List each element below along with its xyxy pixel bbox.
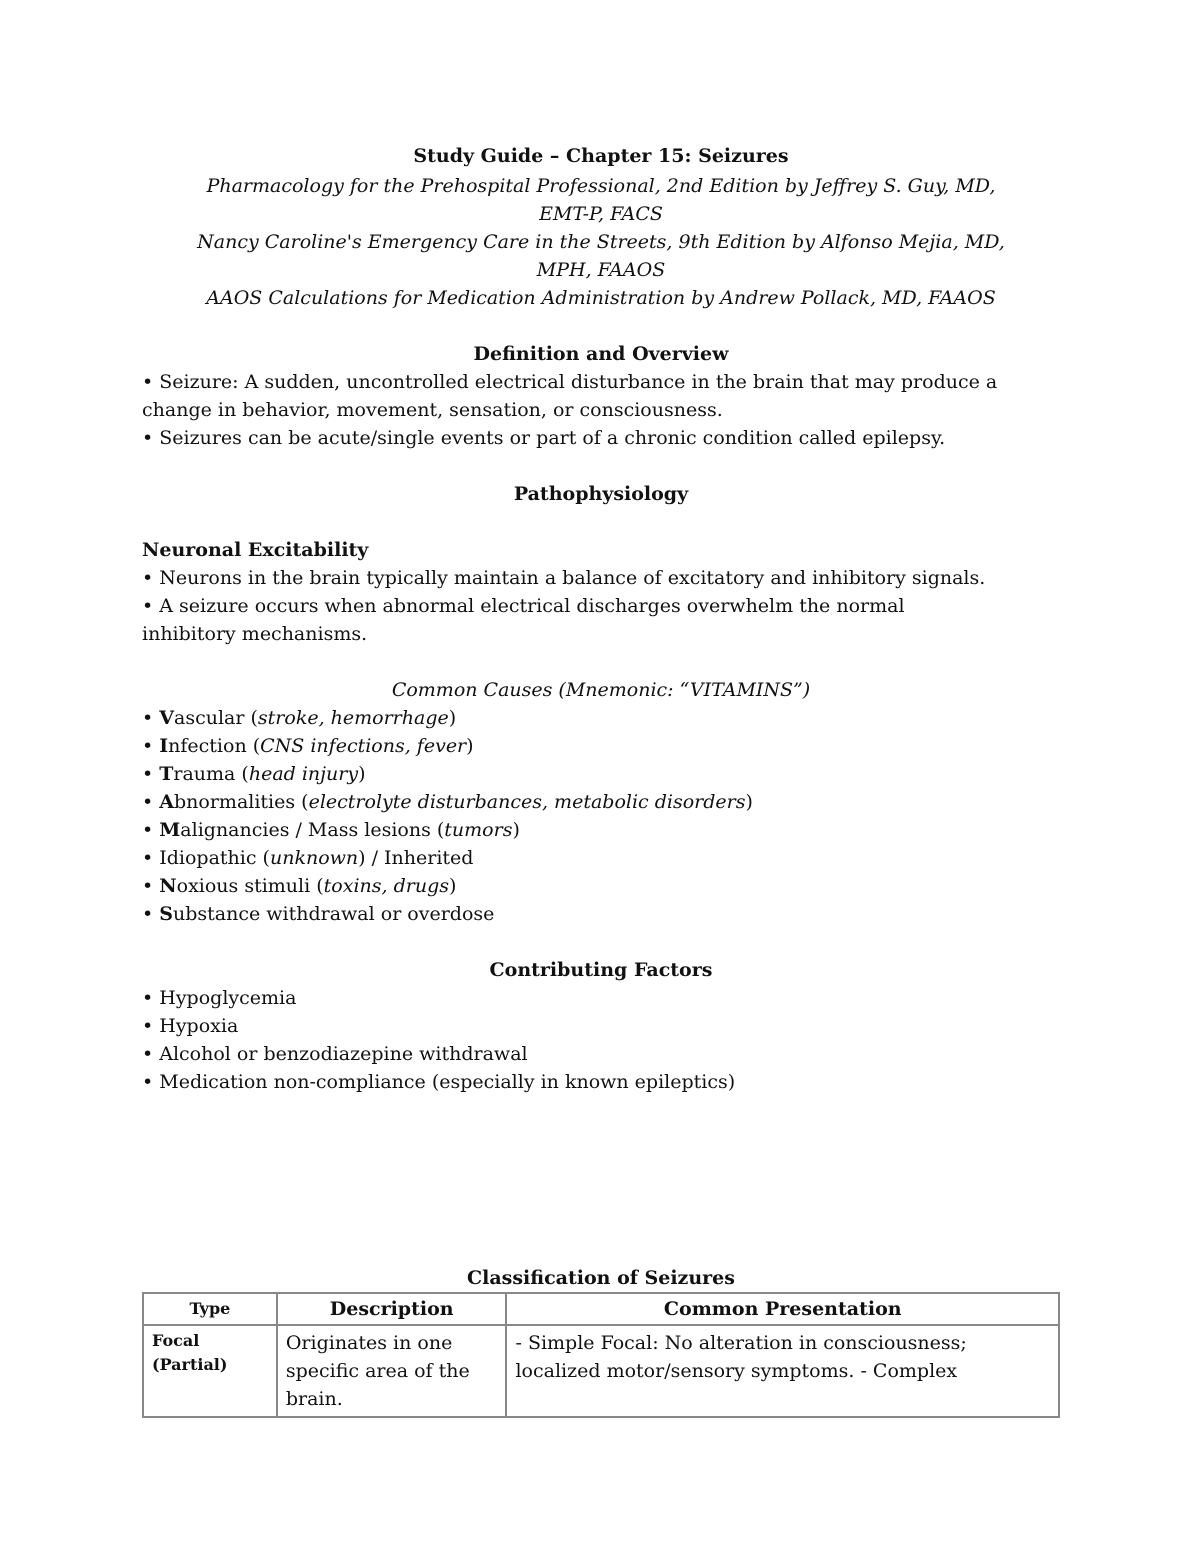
cause-text: nfection ( <box>168 735 261 757</box>
column-header-type: Type <box>143 1293 277 1325</box>
definition-line: change in behavior, movement, sensation, or consciousness. <box>142 399 723 421</box>
reference-line: AAOS Calculations for Medication Administration by Andrew Pollack, MD, FAAOS <box>206 287 996 309</box>
cause-text: oxious stimuli ( <box>176 875 324 897</box>
cause-example: CNS infections, fever <box>260 735 467 757</box>
cause-tail: ) <box>512 819 520 841</box>
bullet: • <box>142 735 160 757</box>
definition-line: • Seizure: A sudden, uncontrolled electrical disturbance in the brain that may produce a <box>142 371 998 393</box>
mnemonic-letter: A <box>159 791 174 813</box>
cause-text: alignancies / Mass lesions ( <box>180 819 445 841</box>
definition-line: • Seizures can be acute/single events or part of a chronic condition called epilepsy. <box>142 427 946 449</box>
type-line: (Partial) <box>152 1355 228 1374</box>
cause-example: tumors <box>444 819 513 841</box>
type-cell <box>143 1325 277 1417</box>
definition-heading: Definition and Overview <box>473 343 729 365</box>
cause-tail: ) <box>448 707 457 729</box>
cause-text: rauma ( <box>173 763 249 785</box>
column-header-description: Description <box>277 1293 507 1325</box>
description-cell: Originates in one specific area of the brain. <box>277 1325 507 1417</box>
cause-tail: ) / Inherited <box>358 847 474 869</box>
mnemonic-letter: T <box>159 763 174 785</box>
references <box>142 172 1060 312</box>
page-title: Study Guide – Chapter 15: Seizures <box>413 145 789 167</box>
cause-item <box>142 872 1060 900</box>
bullet: • <box>142 763 160 785</box>
cause-item <box>142 760 1060 788</box>
factor-item: • Medication non-compliance (especially in known epileptics) <box>142 1071 736 1093</box>
reference-line: Nancy Caroline's Emergency Care in the Streets, 9th Edition by Alfonso Mejia, MD, <box>197 231 1005 253</box>
pathophysiology-line: • Neurons in the brain typically maintain a balance of excitatory and inhibitory signals. <box>142 567 986 589</box>
cause-text: bnormalities ( <box>174 791 309 813</box>
factor-item: • Alcohol or benzodiazepine withdrawal <box>142 1043 528 1065</box>
cause-item <box>142 704 1060 732</box>
mnemonic-letter: N <box>159 875 177 897</box>
classification-caption: Classification of Seizures <box>467 1267 735 1289</box>
mnemonic-letter: S <box>159 903 173 925</box>
bullet: • <box>142 847 160 869</box>
reference-line: MPH, FAAOS <box>536 259 666 281</box>
presentation-cell: - Simple Focal: No alteration in consciousness; localized motor/sensory symptoms. - Complex <box>506 1325 1059 1417</box>
cause-item <box>142 816 1060 844</box>
table-header-row <box>143 1293 1059 1325</box>
cause-text: ascular ( <box>174 707 258 729</box>
cause-example: electrolyte disturbances, metabolic disorders <box>308 791 746 813</box>
mnemonic-letter: I <box>159 735 169 757</box>
causes-list <box>142 704 1060 928</box>
pathophysiology-heading: Pathophysiology <box>513 483 689 505</box>
factor-item: • Hypoxia <box>142 1015 239 1037</box>
bullet: • <box>142 791 160 813</box>
cause-example: head injury <box>248 763 359 785</box>
pathophysiology-line: inhibitory mechanisms. <box>142 623 368 645</box>
cause-tail: ) <box>358 763 366 785</box>
cause-example: toxins, drugs <box>323 875 449 897</box>
cause-text: Idiopathic ( <box>159 847 270 869</box>
pathophysiology-line: • A seizure occurs when abnormal electrical discharges overwhelm the normal <box>142 595 905 617</box>
cause-tail: ) <box>745 791 753 813</box>
classification-table <box>142 1292 1060 1418</box>
neuronal-excitability-heading: Neuronal Excitability <box>142 539 369 561</box>
cause-example: unknown <box>269 847 359 869</box>
contributing-factors-heading: Contributing Factors <box>489 959 713 981</box>
bullet: • <box>142 875 160 897</box>
reference-line: Pharmacology for the Prehospital Professional, 2nd Edition by Jeffrey S. Guy, MD, <box>206 175 996 197</box>
factor-item: • Hypoglycemia <box>142 987 297 1009</box>
causes-heading: Common Causes (Mnemonic: “VITAMINS”) <box>391 679 811 701</box>
mnemonic-letter: M <box>159 819 181 841</box>
type-line: Focal <box>152 1331 200 1350</box>
cause-example: stroke, hemorrhage <box>257 707 449 729</box>
cause-item <box>142 732 1060 760</box>
cause-item <box>142 900 1060 928</box>
cause-text: ubstance withdrawal or overdose <box>172 903 495 925</box>
cause-item <box>142 844 1060 872</box>
bullet: • <box>142 707 160 729</box>
document-page <box>142 140 1060 1418</box>
cause-tail: ) <box>466 735 474 757</box>
column-header-presentation: Common Presentation <box>506 1293 1059 1325</box>
mnemonic-letter: V <box>159 707 174 729</box>
bullet: • <box>142 903 160 925</box>
table-row <box>143 1325 1059 1417</box>
cause-tail: ) <box>448 875 457 897</box>
reference-line: EMT-P, FACS <box>539 203 663 225</box>
cause-item <box>142 788 1060 816</box>
bullet: • <box>142 819 160 841</box>
